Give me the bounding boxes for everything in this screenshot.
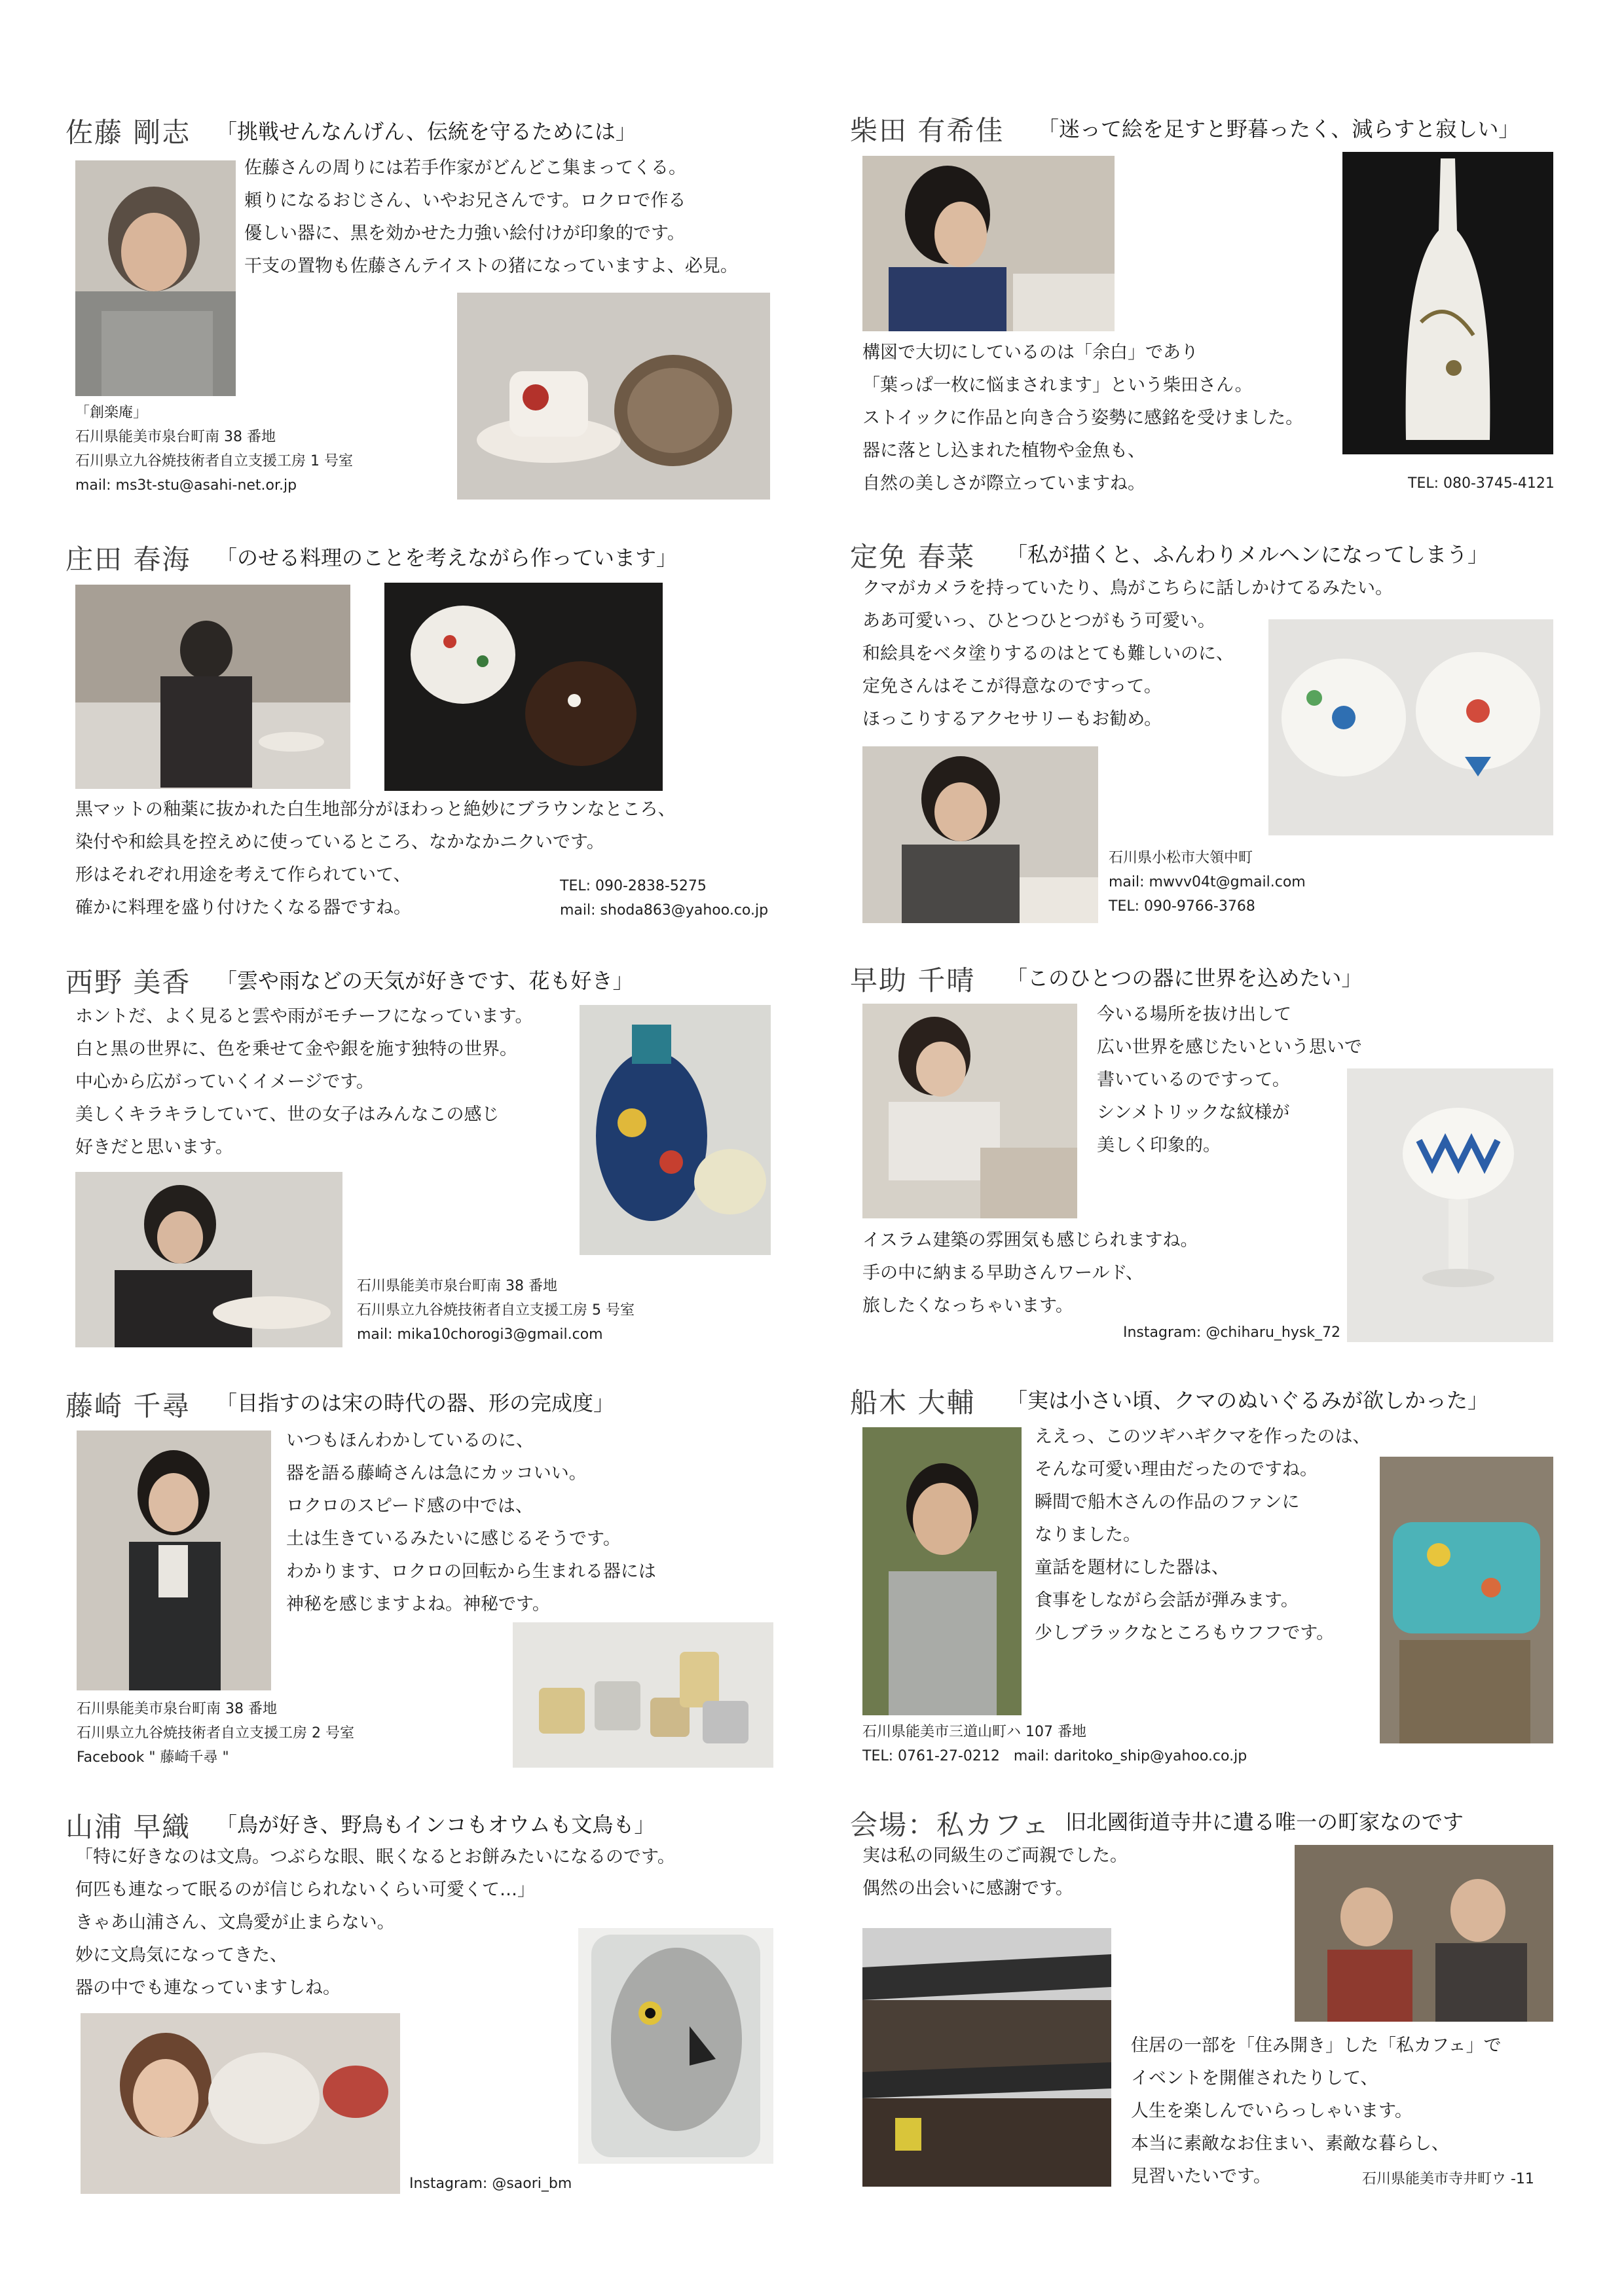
venue-subtitle: 旧北國街道寺井に遺る唯一の町家なのです <box>1065 1810 1464 1834</box>
artist-body-nishino: ホントだ、よく見ると雲や雨がモチーフになっています。 白と黒の世界に、色を乗せて金や銀を施す独特の世界。 中心から広がっていくイメージです。 美しくキラキラしていて、世の女子はみんなこの感じ 好きだと思います。 <box>75 1006 533 1157</box>
venue-body: 実は私の同級生のご両親でした。 偶然の出会いに感謝です。 <box>862 1846 1128 1899</box>
artist-info-sato: 「創楽庵」 石川県能美市泉台町南 38 番地 石川県立九谷焼技術者自立支援工房 1 号室 mail: ms3t-stu@asahi-net.or.jp <box>75 405 353 494</box>
artist-quote-shibata: 「迷って絵を足すと野暮ったく、減らすと寂しい」 <box>1038 117 1520 141</box>
artist-photo-yamaura <box>81 2013 400 2194</box>
artist-body-shoda: 黒マットの釉薬に抜かれた白生地部分がほわっと絶妙にブラウンなところ、 染付や和絵具を控えめに使っているところ、なかなかニクいです。 形はそれぞれ用途を考えて作られていて、 確かに料理を盛り付けたくなる器ですね。 <box>75 799 676 918</box>
artist-quote-nishino: 「雲や雨などの天気が好きです、花も好き」 <box>216 968 634 993</box>
artist-photo-sadamen <box>862 746 1098 923</box>
artist-quote-sadamen: 「私が描くと、ふんわりメルヘンになってしまう」 <box>1006 542 1489 567</box>
artist-body-sadamen: クマがカメラを持っていたり、鳥がこちらに話しかけてるみたい。 ああ可愛いっ、ひとつひとつがもう可愛い。 和絵具をベタ塗りするのはとても難しいのに、 定免さんはそこが得意なのですって。 ほっこりするアクセサリーもお勧め。 <box>862 578 1393 729</box>
artist-body-sato: 佐藤さんの周りには若手作家がどんどこ集まってくる。 頼りになるおじさん、いやお兄さんです。ロクロで作る 優しい器に、黒を効かせた力強い絵付けが印象的です。 干支の置物も佐藤さんテイストの猪になっていますよ、必見。 <box>244 158 738 276</box>
artwork-photo-shibata <box>1342 152 1553 454</box>
artist-name-yamaura: 山浦 早織 <box>65 1811 191 1843</box>
artwork-photo-funaki <box>1380 1457 1553 1743</box>
artwork-photo-nishino <box>580 1005 771 1255</box>
artwork-photo-yamaura <box>578 1928 773 2164</box>
artist-info-shoda: TEL: 090-2838-5275 mail: shoda863@yahoo.co.jp <box>560 878 769 919</box>
artist-name-shibata: 柴田 有希佳 <box>850 115 1005 147</box>
venue-house-photo <box>862 1928 1111 2187</box>
venue-name: 会場：私カフェ <box>850 1809 1050 1841</box>
artist-photo-nishino <box>75 1172 342 1347</box>
artwork-photo-fujisaki <box>513 1622 773 1768</box>
artist-photo-shoda <box>75 585 350 789</box>
artist-name-sato: 佐藤 剛志 <box>65 117 191 149</box>
artist-body-fujisaki: いつもほんわかしているのに、 器を語る藤崎さんは急にカッコいい。 ロクロのスピード感の中では、 土は生きているみたいに感じるそうです。 わかります、ロクロの回転から生まれる器には 神秘を感じますよね。神秘です。 <box>286 1430 656 1614</box>
venue-body2: 住居の一部を「住み開き」した「私カフェ」で イベントを開催されたりして、 人生を楽しんでいらっしゃいます。 本当に素敵なお住まい、素敵な暮らし、 見習いたいです。 <box>1131 2035 1502 2187</box>
artist-info-hayasuke: Instagram: @chiharu_hysk_72 <box>1123 1324 1341 1341</box>
artist-quote-yamaura: 「鳥が好き、野鳥もインコもオウムも文鳥も」 <box>216 1812 655 1837</box>
artist-body-hayasuke: 今いる場所を抜け出して 広い世界を感じたいという思いで 書いているのですって。 シンメトリックな紋様が 美しく印象的。 <box>1097 1004 1362 1156</box>
artist-photo-shibata <box>862 156 1115 331</box>
venue-owners-photo <box>1295 1845 1553 2022</box>
artist-quote-hayasuke: 「このひとつの器に世界を込めたい」 <box>1006 966 1363 991</box>
venue-address: 石川県能美市寺井町ウ -11 <box>1362 2171 1534 2187</box>
artist-info-fujisaki: 石川県能美市泉台町南 38 番地 石川県立九谷焼技術者自立支援工房 2 号室 Facebook " 藤崎千尋 " <box>77 1701 354 1766</box>
artist-name-hayasuke: 早助 千晴 <box>850 964 976 996</box>
artwork-photo-hayasuke <box>1347 1068 1553 1342</box>
artist-name-nishino: 西野 美香 <box>65 966 191 998</box>
artist-body2-hayasuke: イスラム建築の雰囲気も感じられますね。 手の中に納まる早助さんワールド、 旅したくなっちゃいます。 <box>862 1230 1198 1316</box>
artist-quote-sato: 「挑戦せんなんげん、伝統を守るためには」 <box>216 119 637 144</box>
artist-photo-fujisaki <box>77 1430 271 1690</box>
artist-body-funaki: ええっ、このツギハギクマを作ったのは、 そんな可愛い理由だったのですね。 瞬間で船木さんの作品のファンに なりました。 童話を題材にした器は、 食事をしながら会話が弾みます。 少しブラックなところもウフフです。 <box>1035 1427 1371 1643</box>
artist-photo-hayasuke <box>862 1004 1077 1218</box>
artwork-photo-sato <box>457 293 770 500</box>
artist-quote-funaki: 「実は小さい頃、クマのぬいぐるみが欲しかった」 <box>1006 1388 1489 1413</box>
artist-info-yamaura: Instagram: @saori_bm <box>409 2176 572 2192</box>
artist-photo-funaki <box>862 1427 1022 1715</box>
artist-name-fujisaki: 藤崎 千尋 <box>65 1390 191 1422</box>
artwork-photo-sadamen <box>1268 619 1553 835</box>
artist-info-shibata: TEL: 080-3745-4121 <box>1408 475 1555 492</box>
artist-name-funaki: 船木 大輔 <box>850 1387 976 1419</box>
artist-photo-sato <box>75 160 236 396</box>
artist-info-funaki: 石川県能美市三道山町ハ 107 番地 TEL: 0761-27-0212 mail: daritoko_ship@yahoo.co.jp <box>862 1724 1247 1764</box>
artist-name-shoda: 庄田 春海 <box>65 543 191 575</box>
artist-quote-shoda: 「のせる料理のことを考えながら作っています」 <box>216 545 678 570</box>
artist-info-sadamen: 石川県小松市大領中町 mail: mwvv04t@gmail.com TEL: 090-9766-3768 <box>1109 850 1306 915</box>
artist-name-sadamen: 定免 春菜 <box>850 541 976 573</box>
artist-quote-fujisaki: 「目指すのは宋の時代の器、形の完成度」 <box>216 1391 615 1415</box>
artist-body-yamaura: 「特に好きなのは文鳥。つぶらな眼、眠くなるとお餅みたいになるのです。 何匹も連なって眠るのが信じられないくらい可愛くて…」 きゃあ山浦さん、文鳥愛が止まらない。 妙に文鳥気になってきた、 器の中でも連なっていますしね。 <box>75 1847 675 1998</box>
artwork-photo-shoda <box>384 583 663 791</box>
artist-body-shibata: 構図で大切にしているのは「余白」であり 「葉っぱ一枚に悩まされます」という柴田さん。 ストイックに作品と向き合う姿勢に感銘を受けました。 器に落とし込まれた植物や金魚も、 自然の美しさが際立っていますね。 <box>862 342 1304 494</box>
artist-info-nishino: 石川県能美市泉台町南 38 番地 石川県立九谷焼技術者自立支援工房 5 号室 mail: mika10chorogi3@gmail.com <box>357 1278 635 1343</box>
